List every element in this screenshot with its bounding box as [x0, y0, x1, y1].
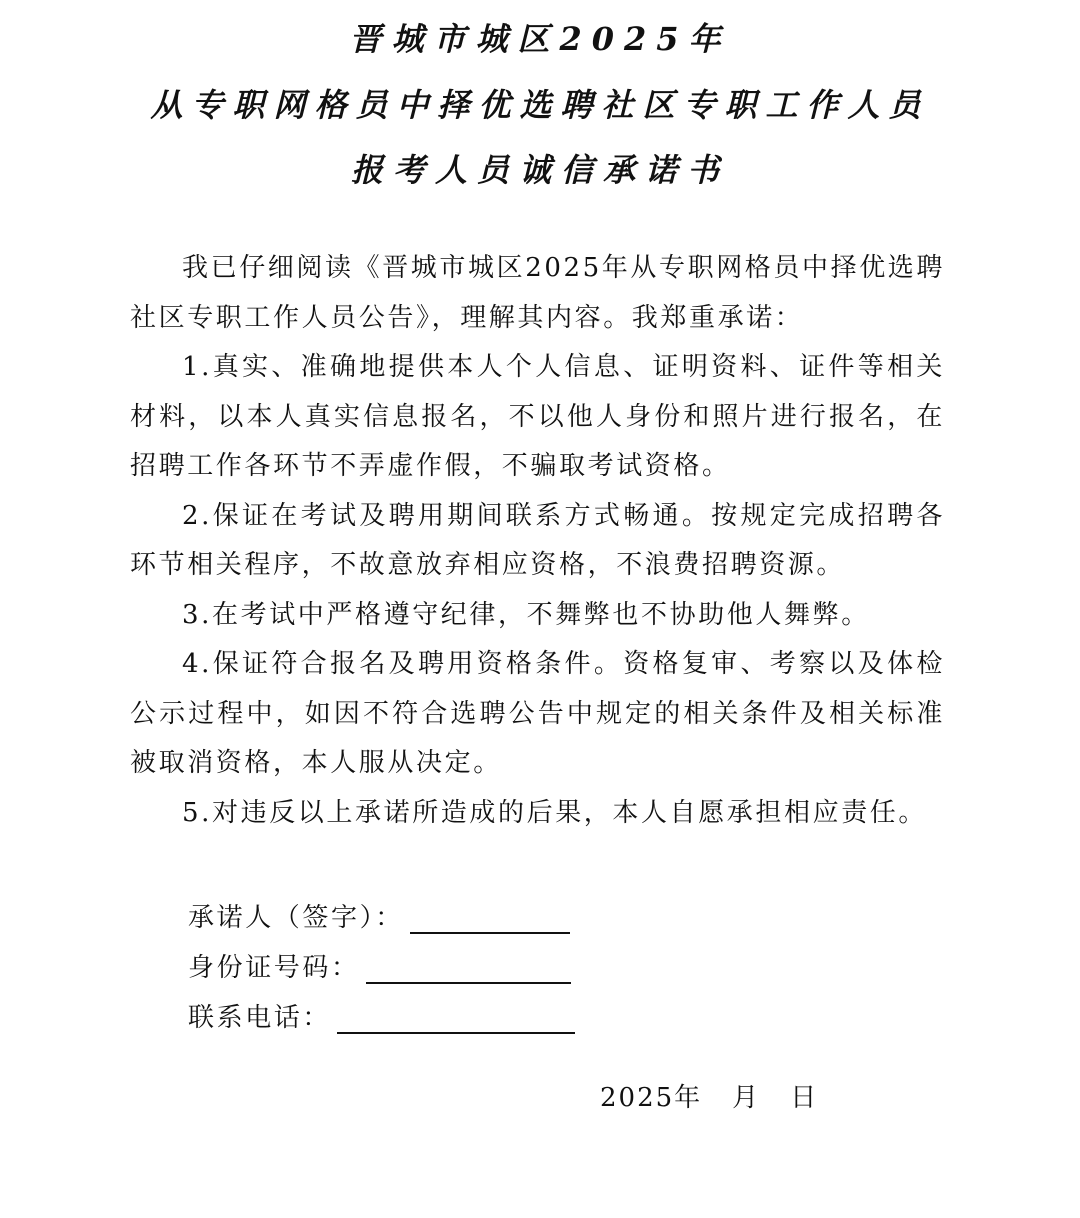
title-line-3: 报考人员诚信承诺书: [350, 151, 729, 189]
id-number-row: [188, 943, 575, 993]
signer-row: [188, 893, 575, 943]
date-row: [600, 1074, 818, 1122]
commitment-item-1: 1.真实、准确地提供本人个人信息、证明资料、证件等相关材料，以本人真实信息报名，不以他人身份和照片进行报名，在招聘工作各环节不弄虚作假，不骗取考试资格。: [130, 352, 945, 481]
commitment-item-5: 5.对违反以上承诺所造成的后果，本人自愿承担相应责任。: [182, 797, 928, 828]
commitment-item-2: 2.保证在考试及聘用期间联系方式畅通。按规定完成招聘各环节相关程序，不故意放弃相应资格，不浪费招聘资源。: [130, 500, 945, 580]
intro-paragraph: 我已仔细阅读《晋城市城区2025年从专职网格员中择优选聘社区专职工作人员公告》，理解其内容。我郑重承诺：: [130, 253, 945, 333]
date-year: 2025年: [600, 1083, 703, 1113]
title-line-1: 晋城市城区2025年: [349, 20, 731, 58]
id-number-line[interactable]: [366, 946, 571, 984]
signer-signature-line[interactable]: [410, 896, 570, 934]
title-line-2: 从专职网格员中择优选聘社区专职工作人员: [150, 86, 930, 124]
commitment-item-4: 4.保证符合报名及聘用资格条件。资格复审、考察以及体检公示过程中，如因不符合选聘公告中规定的相关条件及相关标准被取消资格，本人服从决定。: [130, 649, 945, 778]
date-day: 日: [790, 1083, 819, 1113]
commitment-item-3: 3.在考试中严格遵守纪律，不舞弊也不协助他人舞弊。: [182, 599, 870, 630]
letter-body: [130, 244, 945, 838]
signer-label: 承诺人（签字）：: [188, 903, 404, 933]
phone-label: 联系电话：: [188, 1003, 332, 1033]
signature-block: [188, 893, 575, 1043]
date-month: 月: [732, 1083, 761, 1113]
phone-row: [188, 993, 575, 1043]
phone-line[interactable]: [337, 996, 575, 1034]
id-number-label: 身份证号码：: [188, 953, 360, 983]
